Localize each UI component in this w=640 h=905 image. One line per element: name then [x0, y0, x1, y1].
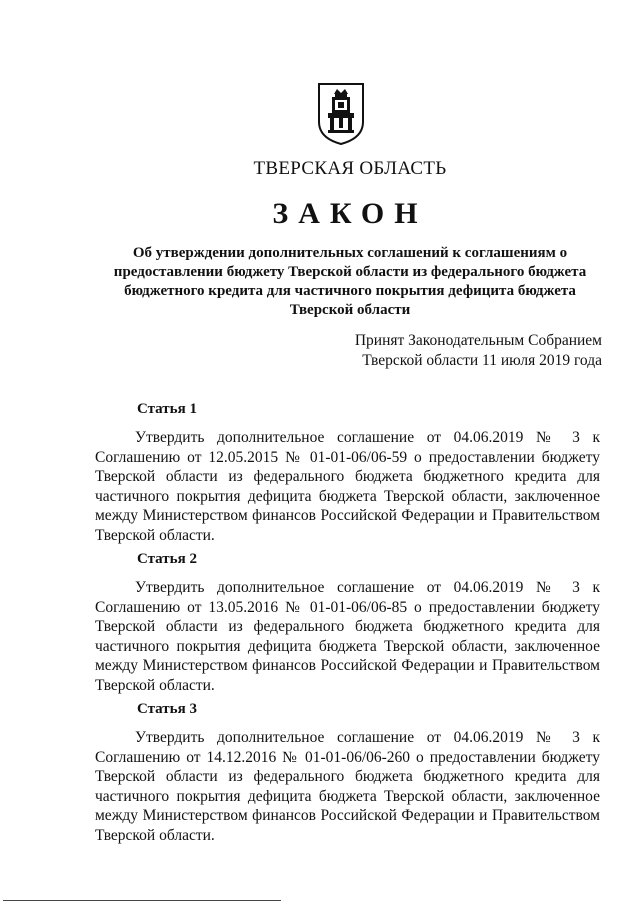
article-2-text: Утвердить дополнительное соглашение от 04.06.2019 № 3 к Соглашению от 13.05.2016 № 01-01-06/06-85 о предоставлении бюджету Тверской области из федерального бюджета бюджетного кредита для частичного покрытия дефицита бюджета Тверской области, заключенное между Министерством финансов Российской Федерации и Правительством Тверской области.	[95, 579, 600, 694]
adoption-line-1: Принят Законодательным Собранием	[354, 332, 602, 349]
footnote-divider	[3, 900, 281, 901]
adoption-line-2: Тверской области 11 июля 2019 года	[362, 352, 602, 369]
article-1-text: Утвердить дополнительное соглашение от 04.06.2019 № 3 к Соглашению от 12.05.2015 № 01-01-06/06-59 о предоставлении бюджету Тверской области из федерального бюджета бюджетного кредита для частичного покрытия дефицита бюджета Тверской области, заключенное между Министерством финансов Российской Федерации и Правительством Тверской области.	[95, 429, 600, 544]
law-title: Об утверждении дополнительных соглашений к соглашениям о предоставлении бюджету Тверской области из федерального бюджета бюджетного кредита для частичного покрытия дефицита бюджета Тверской области	[113, 245, 587, 318]
article-3-heading: Статья 3	[137, 701, 197, 717]
document-type: ЗАКОН	[272, 197, 428, 230]
article-3-text: Утвердить дополнительное соглашение от 04.06.2019 № 3 к Соглашению от 14.12.2016 № 01-01-06/06-260 о предоставлении бюджету Тверской области из федерального бюджета бюджетного кредита для частичного покрытия дефицита бюджета Тверской области, заключенное между Министерством финансов Российской Федерации и Правительством Тверской области.	[95, 729, 600, 844]
article-2-heading: Статья 2	[137, 551, 197, 567]
article-1-heading: Статья 1	[137, 401, 197, 417]
adoption-note	[355, 331, 602, 371]
region-name: ТВЕРСКАЯ ОБЛАСТЬ	[253, 158, 447, 179]
tver-coat-of-arms-icon	[317, 82, 365, 146]
